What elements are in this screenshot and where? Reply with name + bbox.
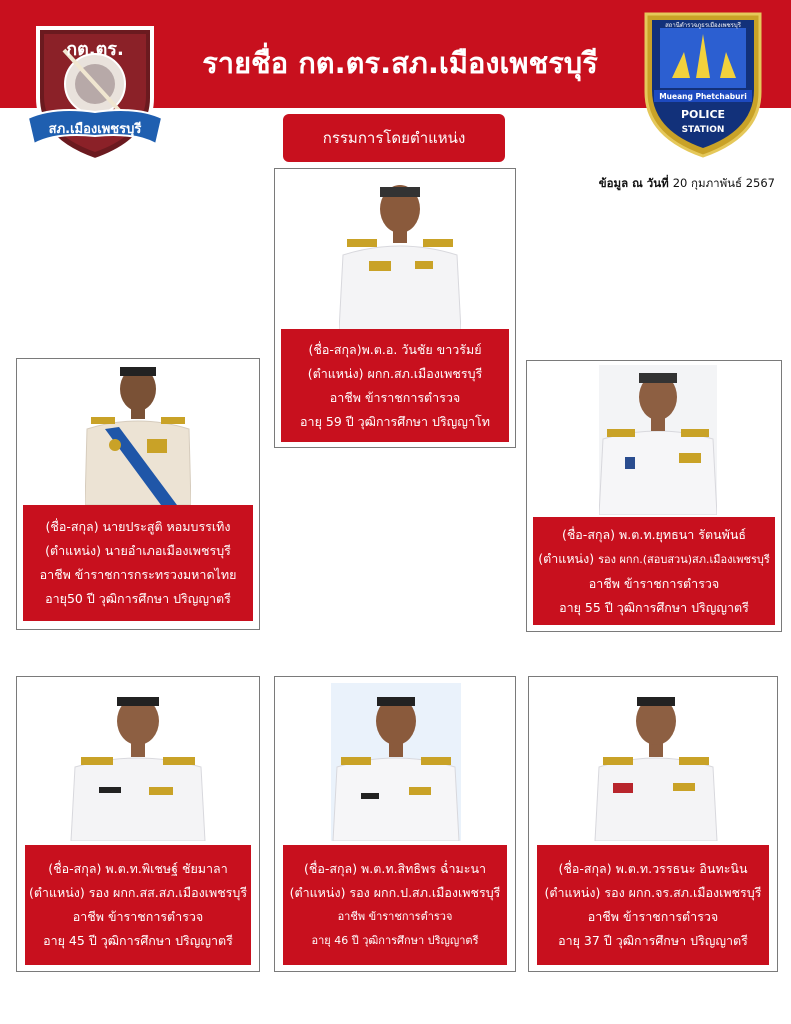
member-position-3-row [538, 547, 770, 572]
member-name-1: (ชื่อ-สกุล)พ.ต.อ. วันชัย ขาวรัมย์ [308, 341, 482, 357]
member-name-2: (ชื่อ-สกุล) นายประสูติ หอมบรรเทิง [45, 519, 231, 534]
member-career-4: อาชีพ ข้าราชการตำรวจ [72, 909, 204, 924]
member-position-3: รอง ผกก.(สอบสวน)สภ.เมืองเพชรบุรี [598, 552, 770, 566]
page-title: รายชื่อ กต.ตร.สภ.เมืองเพชรบุรี [202, 46, 598, 80]
section-badge: กรรมการโดยตำแหน่ง [283, 114, 505, 162]
member-info-3 [533, 517, 775, 625]
left-logo-ribbon-text: สภ.เมืองเพชรบุรี [48, 122, 142, 137]
member-info-1 [281, 329, 509, 442]
member-career-5: อาชีพ ข้าราชการตำรวจ [337, 910, 453, 923]
member-card-3 [526, 360, 782, 632]
member-card-5 [274, 676, 516, 972]
member-name-6: (ชื่อ-สกุล) พ.ต.ท.วรรธนะ อินทะนิน [558, 861, 748, 876]
date-value: 20 กุมภาพันธ์ 2567 [672, 176, 775, 190]
member-info-6 [537, 845, 769, 965]
member-photo-1 [339, 179, 461, 331]
shield-emblem-icon [24, 10, 166, 168]
member-career-1: อาชีพ ข้าราชการตำรวจ [329, 389, 461, 405]
member-career-2: อาชีพ ข้าราชการกระทรวงมหาดไทย [39, 567, 237, 582]
right-logo-name: Mueang Phetchaburi [659, 92, 747, 101]
member-name-5: (ชื่อ-สกุล) พ.ต.ท.สิทธิพร ฉ่ำมะนา [303, 861, 487, 876]
member-age-edu-1: อายุ 59 ปี วุฒิการศึกษา ปริญญาโท [300, 413, 490, 429]
left-logo-top-text: กต.ตร. [66, 39, 124, 60]
date-prefix: ข้อมูล ณ วันที่ [598, 176, 669, 190]
member-name-4: (ชื่อ-สกุล) พ.ต.ท.พิเชษฐ์ ชัยมาลา [48, 861, 228, 876]
right-logo-line2: STATION [681, 125, 725, 135]
police-station-badge-icon [640, 8, 766, 160]
member-photo-6 [593, 683, 719, 841]
member-career-6: อาชีพ ข้าราชการตำรวจ [587, 909, 719, 924]
member-photo-2 [85, 363, 191, 505]
member-photo-5 [331, 683, 461, 841]
member-photo-4 [69, 687, 207, 841]
right-logo-line1: POLICE [680, 108, 726, 121]
member-info-5 [283, 845, 507, 965]
member-age-edu-6: อายุ 37 ปี วุฒิการศึกษา ปริญญาตรี [558, 933, 748, 948]
member-position-5: (ตำแหน่ง) รอง ผกก.ป.สภ.เมืองเพชรบุรี [289, 885, 501, 900]
member-career-3: อาชีพ ข้าราชการตำรวจ [588, 575, 720, 591]
member-info-4 [25, 845, 251, 965]
member-position-1: (ตำแหน่ง) ผกก.สภ.เมืองเพชรบุรี [307, 365, 483, 381]
data-date [560, 175, 775, 193]
member-card-4 [16, 676, 260, 972]
member-position-prefix-3: (ตำแหน่ง) [538, 550, 595, 566]
member-card-6 [528, 676, 778, 972]
member-age-edu-3: อายุ 55 ปี วุฒิการศึกษา ปริญญาตรี [559, 599, 749, 615]
member-name-3: (ชื่อ-สกุล) พ.ต.ท.ยุทธนา รัตนพันธ์ [561, 526, 747, 542]
member-position-2: (ตำแหน่ง) นายอำเภอเมืองเพชรบุรี [45, 543, 231, 558]
member-card-1 [274, 168, 516, 448]
member-position-4: (ตำแหน่ง) รอง ผกก.สส.สภ.เมืองเพชรบุรี [28, 885, 248, 900]
member-age-edu-4: อายุ 45 ปี วุฒิการศึกษา ปริญญาตรี [43, 933, 233, 948]
member-photo-3 [599, 365, 717, 515]
right-logo-arc-text: สถานีตำรวจภูธรเมืองเพชรบุรี [665, 22, 741, 29]
member-card-2 [16, 358, 260, 630]
member-age-edu-5: อายุ 46 ปี วุฒิการศึกษา ปริญญาตรี [311, 934, 479, 947]
member-position-6: (ตำแหน่ง) รอง ผกก.จร.สภ.เมืองเพชรบุรี [544, 885, 762, 900]
member-info-2 [23, 505, 253, 621]
member-age-edu-2: อายุ50 ปี วุฒิการศึกษา ปริญญาตรี [45, 591, 231, 606]
